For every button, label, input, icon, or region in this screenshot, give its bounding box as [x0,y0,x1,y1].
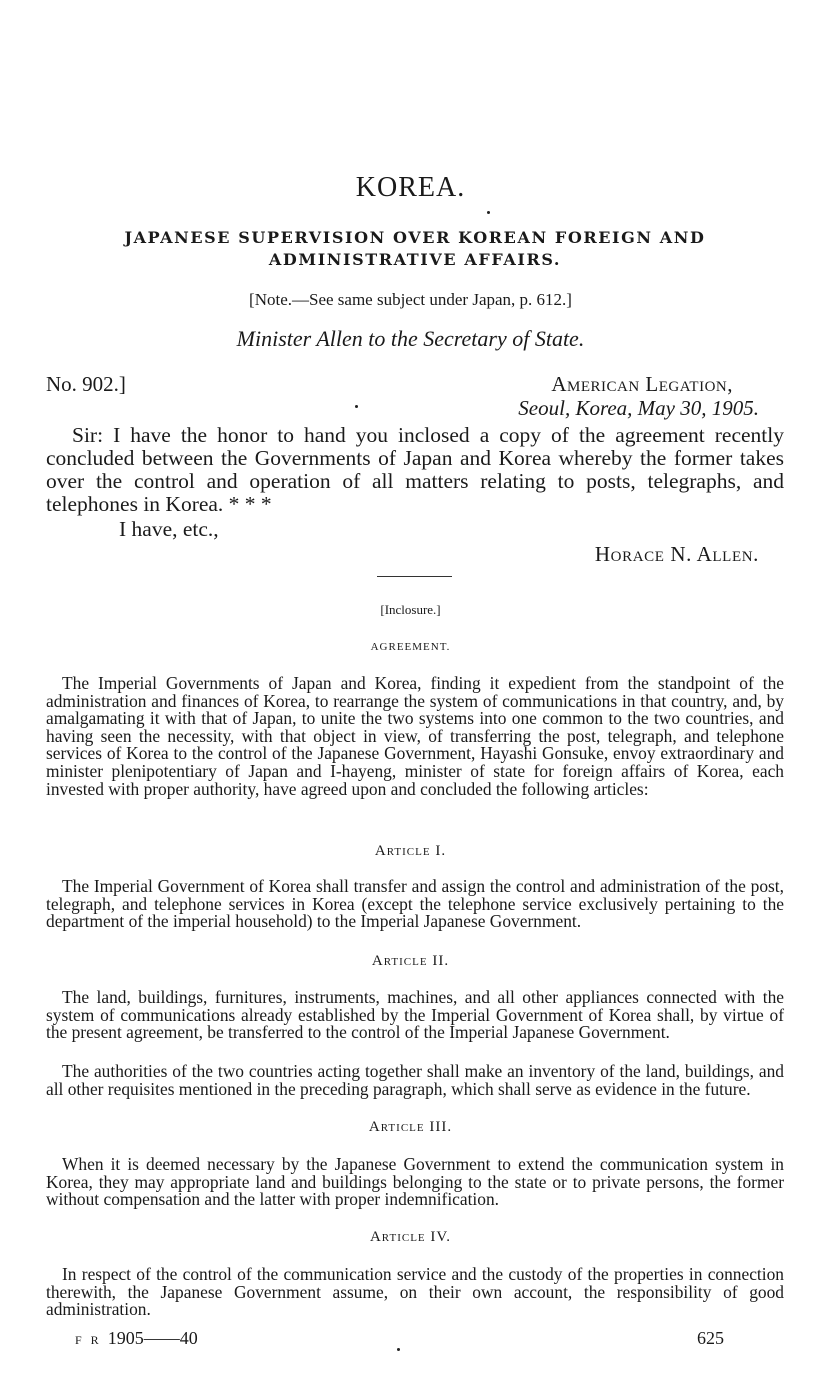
page-title: KOREA. [355,172,466,203]
agreement-preamble: The Imperial Governments of Japan and Korea, finding it expedient from the standpoint of the administration and finances of Korea, to rearrange the system of communications in that country, and, by amalgamating it with that of Japan, to unite the two systems into one common to the two countries, and having seen the necessity, with that object in view, of transferring the post, telegraph, and telephone services of Korea to the control of the Japanese Government, Hayashi Gonsuke, envoy extraordinary and minister plenipotentiary of Japan and I-hayeng, minister of state for foreign affairs of Korea, each invested with proper authority, have agreed upon and concluded the following articles: [46,673,784,799]
cross-reference-note: [Note.—See same subject under Japan, p. 612.] [249,290,572,309]
article-heading: Article II. [371,953,450,969]
print-speck [487,211,490,214]
article-heading: Article IV. [369,1229,452,1245]
section-divider [377,576,452,577]
legation-name: American Legation, [551,372,733,396]
print-speck [355,405,358,408]
article-paragraph: The Imperial Government of Korea shall transfer and assign the control and administration of the post, telegraph, and telephone services in Korea (except the telephone service exclusively pertaining to the department of the imperial household) to the Imperial Japanese Government. [46,876,784,932]
article-paragraph: The land, buildings, furnitures, instruments, machines, and all other appliances connected with the system of communications already established by the Imperial Government of Korea shall, by virtue of the present agreement, be transferred to the control of the Imperial Japanese Government. [46,987,784,1043]
article-paragraph: When it is deemed necessary by the Japanese Government to extend the communication system in Korea, they may appropriate land and buildings belonging to the state or to private persons, the former without compensation and the latter with proper indemnification. [46,1154,784,1210]
printer-signature [75,1328,198,1349]
article-heading: Article I. [374,843,447,859]
page-subtitle: JAPANESE SUPERVISION OVER KOREAN FOREIGN AND ADMINISTRATIVE AFFAIRS. [124,228,706,269]
agreement-title: AGREEMENT. [370,641,451,653]
article-paragraph: The authorities of the two countries acting together shall make an inventory of the land, buildings, and all other requisites mentioned in the preceding paragraph, which shall serve as evidence in the future. [46,1061,784,1099]
signature-ref: 1905——40 [107,1328,198,1348]
place-and-date: Seoul, Korea, May 30, 1905. [518,396,759,420]
signature-mark: F R [75,1333,102,1347]
print-speck [397,1348,400,1351]
document-number: No. 902.] [46,372,126,396]
article-paragraph: In respect of the control of the communication service and the custody of the properties in connection therewith, the Japanese Government assume, on their own account, the responsibility of good administration. [46,1264,784,1320]
letter-closing: I have, etc., [119,517,219,541]
letter-signature: Horace N. Allen. [594,542,759,566]
page-number: 625 [697,1328,724,1348]
article-heading: Article III. [368,1119,453,1135]
correspondence-heading: Minister Allen to the Secretary of State. [236,326,585,351]
letter-body: Sir: I have the honor to hand you inclosed a copy of the agreement recently concluded between the Governments of Japan and Korea whereby the former takes over the control and operation of all matters relating to posts, telegraphs, and telephones in Korea. * * * [46,423,784,516]
inclosure-label: [Inclosure.] [380,602,441,617]
